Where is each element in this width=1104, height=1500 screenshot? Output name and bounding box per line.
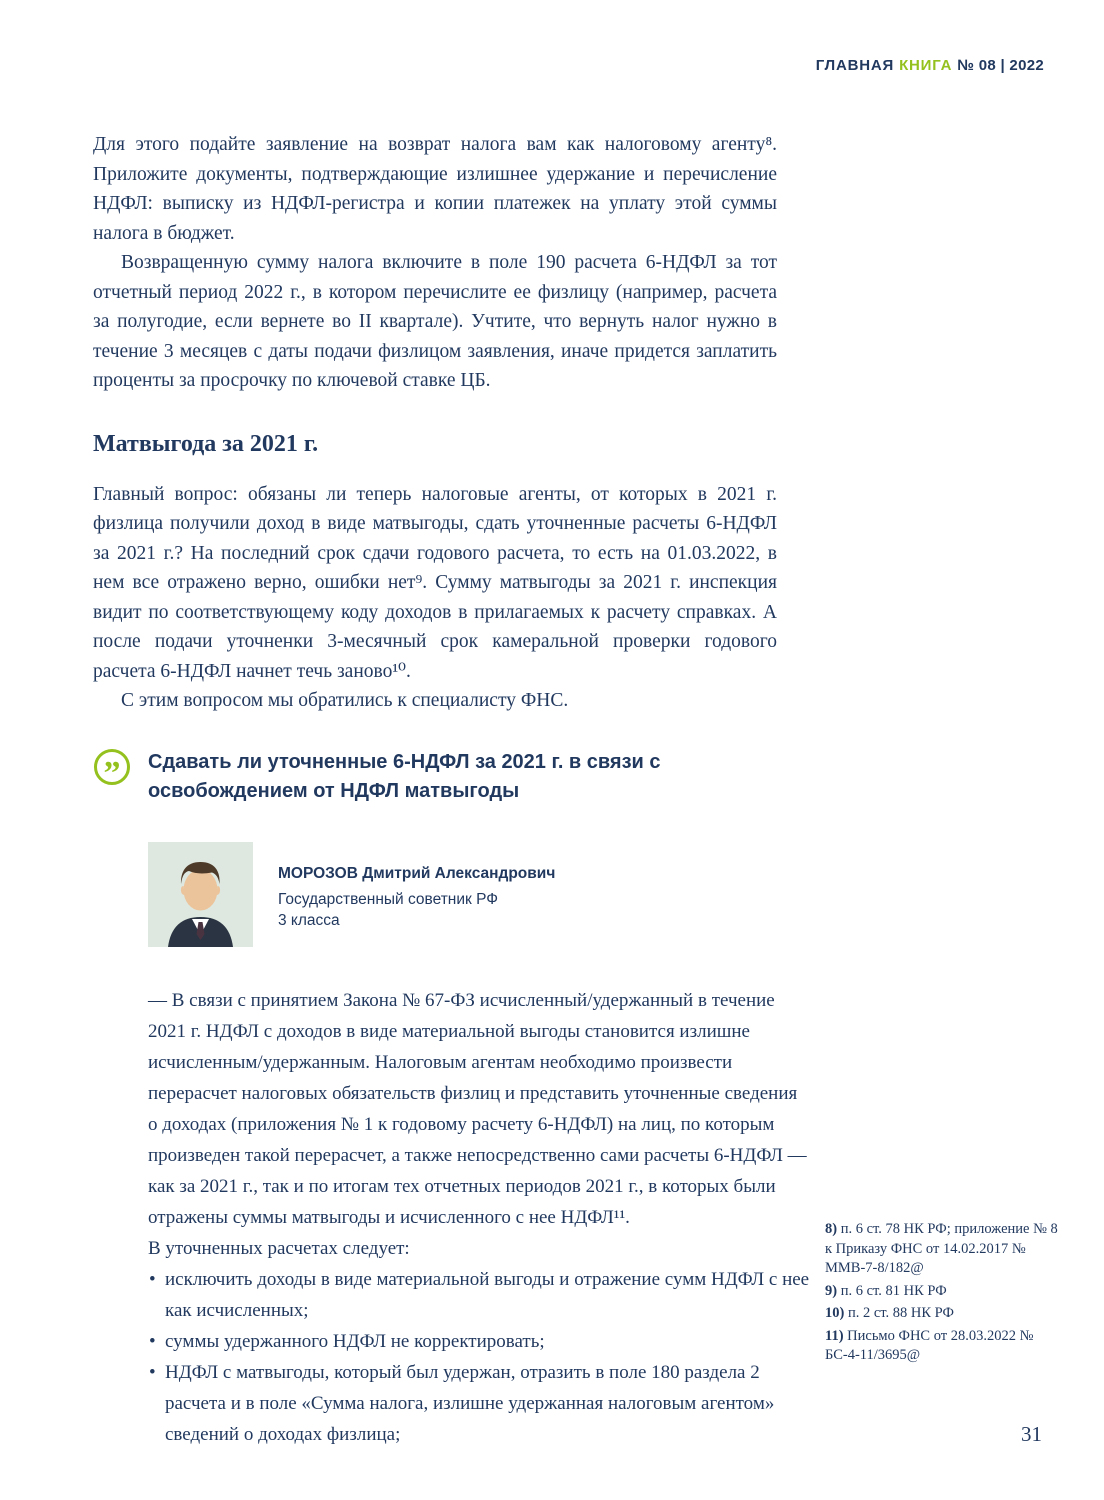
expert-title-line-2: 3 класса (278, 911, 340, 929)
footnote-8-text: п. 6 ст. 78 НК РФ; приложение № 8 к Приказу ФНС от 14.02.2017 № ММВ-7-8/182@ (825, 1221, 1058, 1276)
issue-number: № 08 | 2022 (957, 57, 1044, 74)
interview-block (103, 748, 810, 1450)
bullet-item-3: • НДФЛ с матвыгоды, который был удержан, отразить в поле 180 раздела 2 расчета и в поле «Сумма налога, излишне удержанная налоговым агентом» сведений о доходах физлица; (148, 1357, 810, 1450)
brand-glavnaya: ГЛАВНАЯ (815, 57, 895, 74)
answer-bullet-list (148, 1264, 810, 1450)
expert-photo (148, 842, 253, 947)
answer-paragraph: — В связи с принятием Закона № 67-ФЗ исчисленный/удержанный в течение 2021 г. НДФЛ с доходов в виде материальной выгоды становится излишне исчисленным/удержанным. Налоговым агентам необходимо произвести перерасчет налоговых обязательств физлиц и представить уточненные сведения о доходах (приложения № 1 к годовому расчету 6-НДФЛ) на лиц, по которым произведен такой перерасчет, а также непосредственно сами расчеты 6-НДФЛ — как за 2021 г., так и по итогам тех отчетных периодов 2021 г., в которых были отражены суммы матвыгоды и исчисленного с нее НДФЛ¹¹. (148, 989, 807, 1228)
expert-card (148, 842, 810, 947)
interview-question-header (103, 748, 810, 806)
footnote-8-number: 8) (825, 1221, 838, 1237)
footnote-10-text: п. 2 ст. 88 НК РФ (847, 1305, 954, 1321)
expert-name: МОРОЗОВ Дмитрий Александрович (278, 864, 556, 882)
footnote-11-number: 11) (825, 1327, 844, 1344)
main-column (93, 130, 810, 1450)
footnote-9 (825, 1282, 1067, 1302)
expert-photo-illustration (148, 842, 253, 947)
section-paragraph-1: Главный вопрос: обязаны ли теперь налоговые агенты, от которых в 2021 г. физлица получили доход в виде матвыгоды, сдать уточненные расчеты 6-НДФЛ за 2021 г.? На последний срок сдачи годового расчета, то есть на 01.03.2022, в нем все отражено верно, ошибки нет⁹. Сумму матвыгоды за 2021 г. инспекция видит по соответствующему коду доходов в прилагаемых к расчету справках. А после подачи уточненки 3-месячный срок камеральной проверки годового расчета 6-НДФЛ начнет течь заново¹⁰. (93, 483, 777, 682)
footnote-10 (825, 1304, 1067, 1324)
intro-paragraph-2: Возвращенную сумму налога включите в поле 190 расчета 6-НДФЛ за тот отчетный период 2022 г., в котором перечислите ее физлицу (например, расчета за полугодие, если вернете во II квартале). Учтите, что вернуть налог нужно в течение 3 месяцев с даты подачи физлицом заявления, иначе придется заплатить проценты за просрочку по ключевой ставке ЦБ. (93, 252, 777, 391)
answer-lead: В уточненных расчетах следует: (148, 1237, 410, 1259)
expert-title-line-1: Государственный советник РФ (278, 890, 499, 908)
section-title: Матвыгода за 2021 г. (93, 430, 319, 457)
section-paragraph-2: С этим вопросом мы обратились к специалисту ФНС. (121, 690, 569, 711)
page-number: 31 (1021, 1422, 1042, 1446)
quote-glyph: ” (103, 754, 121, 792)
expert-meta (278, 842, 555, 947)
footnotes-column (825, 1220, 1067, 1369)
footnote-8 (825, 1220, 1067, 1279)
page-header (816, 57, 1044, 74)
footnote-10-number: 10) (825, 1305, 845, 1321)
footnote-11 (825, 1327, 1067, 1366)
footnote-9-text: п. 6 ст. 81 НК РФ (840, 1282, 947, 1299)
bullet-item-2: • суммы удержанного НДФЛ не корректировать; (148, 1326, 810, 1357)
interview-question-title: Сдавать ли уточненные 6-НДФЛ за 2021 г. в связи с освобождением от НДФЛ матвыгоды (148, 750, 661, 802)
quote-icon (94, 749, 130, 792)
intro-paragraph-1: Для этого подайте заявление на возврат налога вам как налоговому агенту⁸. Приложите документы, подтверждающие излишнее удержание и перечисление НДФЛ: выписку из НДФЛ-регистра и копии платежек на уплату этой суммы налога в бюджет. (93, 134, 777, 244)
brand-kniga: КНИГА (899, 57, 953, 74)
footnote-9-number: 9) (825, 1282, 838, 1299)
footnote-11-text: Письмо ФНС от 28.03.2022 № БС-4-11/3695@ (825, 1327, 1034, 1363)
bullet-item-1: • исключить доходы в виде материальной выгоды и отражение сумм НДФЛ с нее как исчисленных; (148, 1264, 810, 1326)
